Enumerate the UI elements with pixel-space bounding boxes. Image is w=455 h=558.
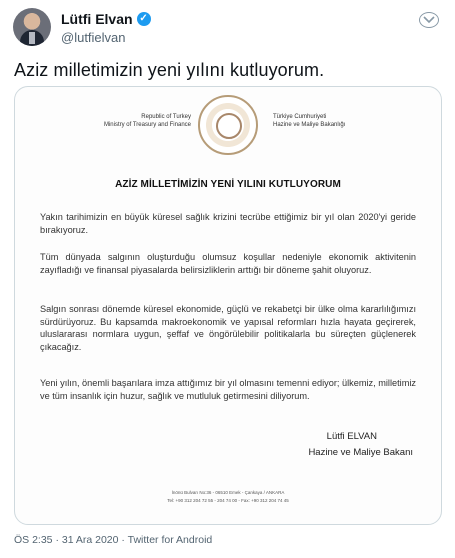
avatar-tie bbox=[29, 32, 35, 44]
letter-paragraph-4: Yeni yılın, önemli başarılara imza attığımız bir yıl olmasını temenni ediyor; ülkemiz, milletimiz ve tüm insanlık için huzur, sağlık ve mutluluk getirmesini diliyorum. bbox=[40, 378, 416, 401]
letterhead-document bbox=[15, 87, 441, 524]
signature-role: Hazine ve Maliye Bakanı bbox=[308, 447, 413, 458]
signature-name: Lütfi ELVAN bbox=[326, 431, 377, 442]
avatar[interactable] bbox=[13, 8, 51, 46]
letter-paragraph-2: Tüm dünyada salgının oluşturduğu olumsuz koşullar nedeniyle ekonomik aktivitenin zayıfladığı ve finansal piyasalarda belirsizliklerin arttığı bir döneme şahit oluyoruz. bbox=[40, 252, 416, 275]
letterhead-en-line1: Republic of Turkey bbox=[141, 114, 191, 120]
letterhead-turkish bbox=[273, 113, 345, 129]
address-line-2: Tel: +90 312 204 72 55 - 204 74 00 - Fax: +90 312 204 74 45 bbox=[167, 498, 289, 503]
letterhead-tr-line1: Türkiye Cumhuriyeti bbox=[273, 114, 327, 120]
letter-title: AZİZ MİLLETİMİZİN YENİ YILINI KUTLUYORUM bbox=[115, 179, 341, 190]
address-line-1: İnönü Bulvarı No:36 - 06510 Emek - Çankaya / ANKARA bbox=[171, 490, 285, 495]
letter-paragraph-3: Salgın sonrası dönemde küresel ekonomide, güçlü ve rekabetçi bir ülke olma kararlılığımızı sürdürüyoruz. Bu kapsamda makroekonomik ve yapısal reformları hızla hayata geçirerek, uluslararası normlara uygun, şeffaf ve öngörülebilir politikalarla bu süreçten güçlenerek çıkacağız. bbox=[40, 304, 416, 352]
more-options-button[interactable] bbox=[419, 12, 439, 28]
display-name[interactable]: Lütfi Elvan bbox=[61, 11, 133, 27]
letterhead-english bbox=[104, 113, 191, 129]
letterhead-tr-line2: Hazine ve Maliye Bakanlığı bbox=[273, 122, 346, 128]
user-name-row bbox=[61, 11, 151, 27]
tweet-media-image[interactable] bbox=[14, 86, 442, 525]
tweet-timestamp[interactable]: ÖS 2:35 · 31 Ara 2020 · Twitter for Android bbox=[14, 534, 213, 546]
letter-paragraph-1: Yakın tarihimizin en büyük küresel sağlık krizini tecrübe ettiğimiz bir yıl olan 2020'yi geride bırakıyoruz. bbox=[40, 212, 416, 235]
tweet-text: Aziz milletimizin yeni yılını kutluyorum. bbox=[14, 60, 325, 80]
verified-badge-icon: ✓ bbox=[137, 12, 151, 26]
letterhead-en-line2: Ministry of Treasury and Finance bbox=[103, 122, 191, 128]
chevron-down-icon bbox=[423, 16, 435, 24]
ministry-emblem-icon bbox=[198, 95, 258, 155]
user-handle[interactable]: @lutfielvan bbox=[61, 30, 126, 45]
